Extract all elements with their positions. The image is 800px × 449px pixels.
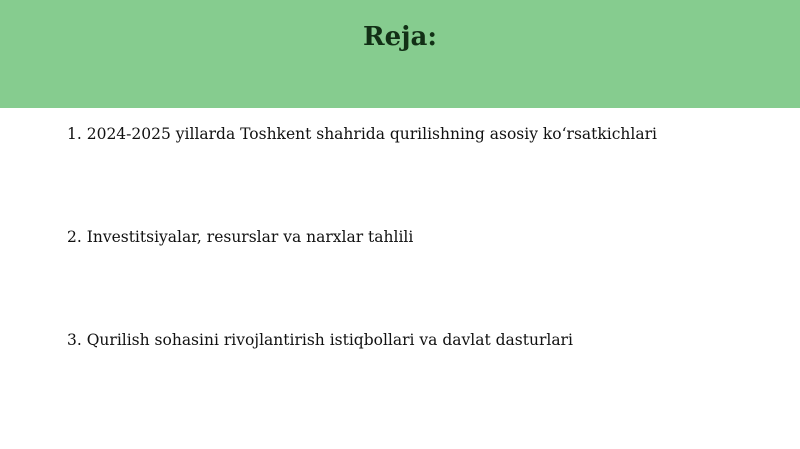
- slide-body: [0, 108, 800, 449]
- plan-item-1: 1. 2024-2025 yillarda Toshkent shahrida qurilishning asosiy koʻrsatkichlari: [67, 125, 657, 143]
- plan-item-2: 2. Investitsiyalar, resurslar va narxlar tahlili: [67, 228, 414, 246]
- plan-item-3: 3. Qurilish sohasini rivojlantirish istiqbollari va davlat dasturlari: [67, 331, 573, 349]
- slide-title: Reja:: [362, 22, 437, 52]
- header-banner: [0, 0, 800, 108]
